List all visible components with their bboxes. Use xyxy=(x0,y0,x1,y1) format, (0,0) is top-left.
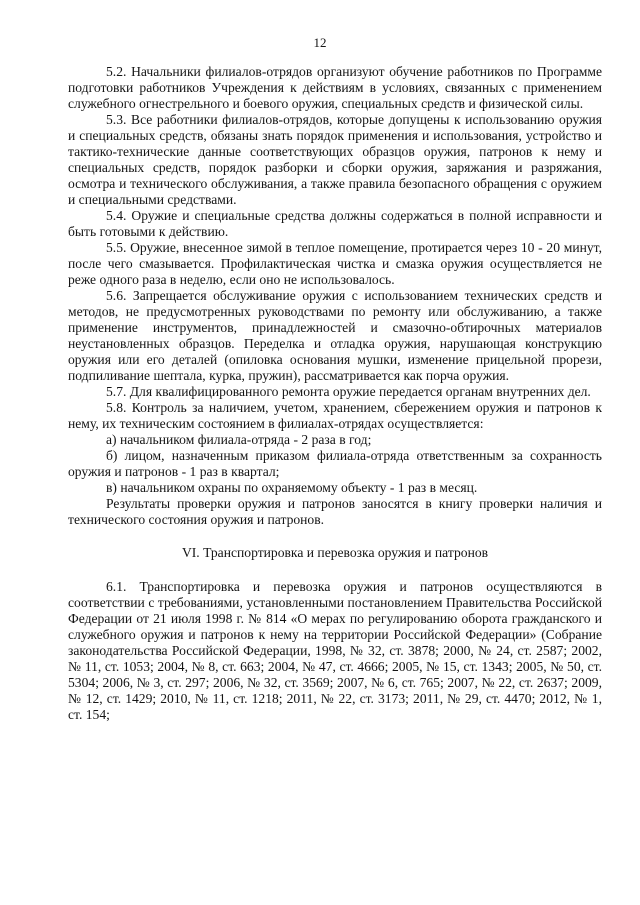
paragraph-5-6: 5.6. Запрещается обслуживание оружия с использованием технических средств и методов, не предусмотренных руководствами по ремонту или обслуживанию, а также применение инструментов, принадлежностей и смазочно-обтирочных материалов неустановленных образцов. Переделка и отладка оружия, нарушающая конструкцию оружия или его деталей (опиловка основания мушки, изменение прицельной прорези, подпиливание шептала, курка, пружин), рассматривается как порча оружия. xyxy=(68,288,602,383)
list-item-b: б) лицом, назначенным приказом филиала-отряда ответственным за сохранность оружия и патронов - 1 раз в квартал; xyxy=(68,448,602,479)
paragraph-6-1: 6.1. Транспортировка и перевозка оружия и патронов осуществляются в соответствии с требованиями, установленными постановлением Правительства Российской Федерации от 21 июля 1998 г. № 814 «О мерах по регулированию оборота гражданского и служебного оружия и патронов к нему на территории Российской Федерации» (Собрание законодательства Российской Федерации, 1998, № 32, ст. 3878; 2000, № 24, ст. 2587; 2002, № 11, ст. 1053; 2004, № 8, ст. 663; 2004, № 47, ст. 4666; 2005, № 15, ст. 1343; 2005, № 50, ст. 5304; 2006, № 3, ст. 297; 2006, № 32, ст. 3569; 2007, № 6, ст. 765; 2007, № 22, ст. 2637; 2009, № 12, ст. 1429; 2010, № 11, ст. 1218; 2011, № 22, ст. 3173; 2011, № 29, ст. 4470; 2012, № 1, ст. 154; xyxy=(68,579,602,722)
paragraph-5-5: 5.5. Оружие, внесенное зимой в теплое помещение, протирается через 10 - 20 минут, после чего смазывается. Профилактическая чистка и смазка оружия осуществляется не реже одного раза в неделю, если оно не использовалось. xyxy=(68,240,602,287)
paragraph-5-8: 5.8. Контроль за наличием, учетом, хранением, сбережением оружия и патронов к нему, их техническим состоянием в филиалах-отрядах осуществляется: xyxy=(68,400,602,431)
paragraph-5-7: 5.7. Для квалифицированного ремонта оружие передается органам внутренних дел. xyxy=(106,384,591,399)
document-body xyxy=(68,64,602,723)
paragraph-5-3: 5.3. Все работники филиалов-отрядов, которые допущены к использованию оружия и специальных средств, обязаны знать порядок применения и использования, устройство и тактико-технические данные соответствующих образцов оружия, патронов к нему и специальных средств, порядок разборки и сборки оружия, заряжания и разряжания, осмотра и технического обслуживания, а также правила безопасного обращения с оружием и специальными средствами. xyxy=(68,112,602,207)
list-item-c: в) начальником охраны по охраняемому объекту - 1 раз в месяц. xyxy=(106,480,478,495)
paragraph-5-4: 5.4. Оружие и специальные средства должны содержаться в полной исправности и быть готовыми к действию. xyxy=(68,208,602,239)
list-item-a: а) начальником филиала-отряда - 2 раза в год; xyxy=(106,432,372,447)
paragraph-results: Результаты проверки оружия и патронов заносятся в книгу проверки наличия и технического состояния оружия и патронов. xyxy=(68,496,602,527)
page-number: 12 xyxy=(313,35,327,50)
paragraph-5-2: 5.2. Начальники филиалов-отрядов организуют обучение работников по Программе подготовки работников Учреждения к действиям в условиях, связанных с применением служебного огнестрельного и боевого оружия, специальных средств и физической силы. xyxy=(68,64,602,111)
section-heading: VI. Транспортировка и перевозка оружия и патронов xyxy=(181,545,489,560)
